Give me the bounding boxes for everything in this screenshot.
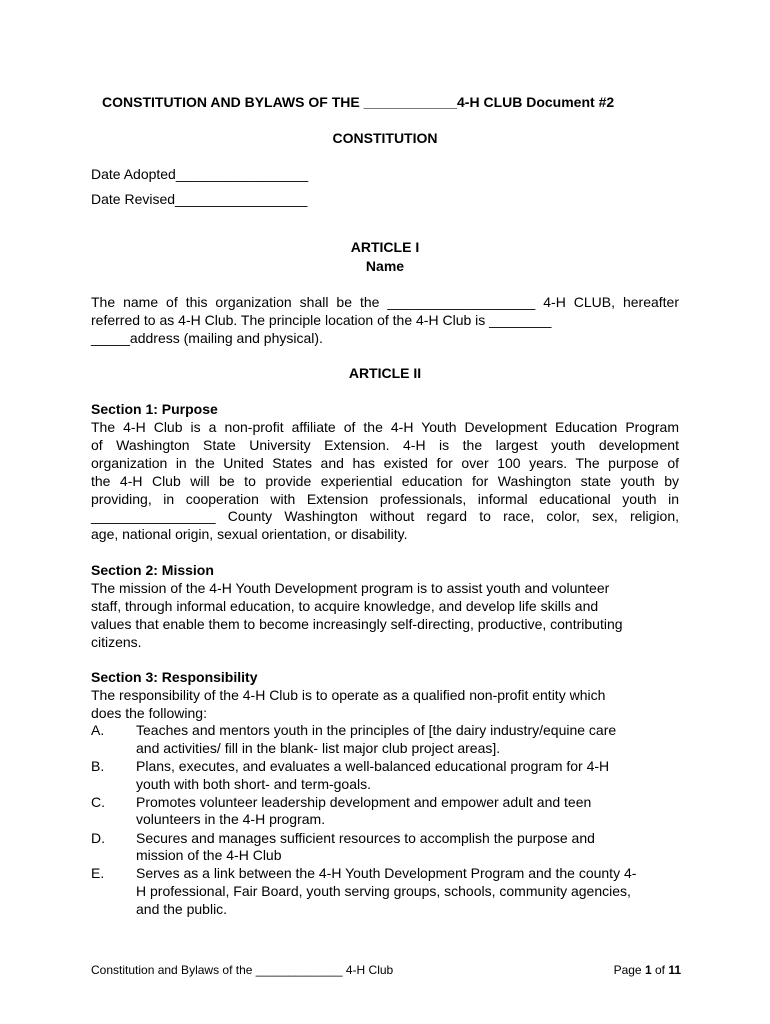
list-item-line: mission of the 4-H Club [136, 847, 282, 863]
date-adopted: Date Adopted_________________ [91, 166, 309, 182]
page-prefix: Page [613, 963, 645, 977]
list-item-label: B. [91, 758, 105, 774]
list-item-line: and activities/ fill in the blank- list major club project areas]. [136, 740, 501, 756]
list-item-label: D. [91, 830, 105, 846]
list-item-line: volunteers in the 4-H program. [136, 811, 326, 827]
section-2-line: The mission of the 4-H Youth Development program is to assist youth and volunteer [91, 580, 610, 596]
section-1-line: the 4-H Club will be to provide experiential education for Washington state youth by [91, 473, 679, 489]
section-1-line: ________________ County Washington without regard to race, color, sex, religion, [91, 508, 679, 524]
section-2-line: staff, through informal education, to acquire knowledge, and develop life skills and [91, 598, 599, 614]
section-2-line: citizens. [91, 634, 142, 650]
page-current: 1 [644, 963, 652, 977]
article-1-line: referred to as 4-H Club. The principle location of the 4-H Club is ________ [91, 312, 552, 328]
section-2-heading: Section 2: Mission [91, 562, 214, 578]
section-1-line: organization in the United States and has existed for over 100 years. The purpose of [91, 455, 679, 471]
section-3-heading: Section 3: Responsibility [91, 669, 258, 685]
article-1-heading: ARTICLE I [350, 239, 420, 255]
list-item-line: Plans, executes, and evaluates a well-balanced educational program for 4-H [136, 758, 610, 774]
section-1-line: age, national origin, sexual orientation, or disability. [91, 526, 408, 542]
list-item-line: Secures and manages sufficient resources to accomplish the purpose and [136, 830, 595, 846]
date-revised: Date Revised_________________ [91, 191, 308, 207]
article-1-line: _____address (mailing and physical). [91, 330, 323, 346]
list-item-label: E. [91, 865, 105, 881]
article-2-heading: ARTICLE II [348, 365, 422, 381]
section-3-intro: The responsibility of the 4-H Club is to operate as a qualified non-profit entity which [91, 687, 606, 703]
page-of: of [651, 963, 669, 977]
article-1-line: The name of this organization shall be the ___________________ 4-H CLUB, hereafter [91, 294, 679, 310]
article-1-subheading: Name [365, 258, 405, 274]
list-item-line: youth with both short- and term-goals. [136, 776, 372, 792]
section-2-line: values that enable them to become increasingly self-directing, productive, contributing [91, 616, 623, 632]
footer-title: Constitution and Bylaws of the _____________ 4-H Club [91, 963, 394, 977]
section-1-line: providing, in cooperation with Extension professionals, informal educational youth in [91, 491, 679, 507]
section-1-line: of Washington State University Extension. 4-H is the largest youth development [91, 437, 679, 453]
list-item-line: Serves as a link between the 4-H Youth Development Program and the county 4- [136, 865, 637, 881]
document-title: CONSTITUTION AND BYLAWS OF THE ____________4-H CLUB Document #2 [102, 94, 615, 110]
list-item-line: H professional, Fair Board, youth serving groups, schools, community agencies, [136, 883, 631, 899]
page-total: 11 [668, 963, 681, 977]
list-item-line: Promotes volunteer leadership development and empower adult and teen [136, 794, 592, 810]
section-3-intro: does the following: [91, 705, 207, 721]
list-item-label: A. [91, 722, 105, 738]
list-item-line: and the public. [136, 901, 228, 917]
page-number [614, 963, 681, 977]
list-item-line: Teaches and mentors youth in the principles of [the dairy industry/equine care [136, 722, 617, 738]
section-1-line: The 4-H Club is a non-profit affiliate of the 4-H Youth Development Education Program [91, 419, 679, 435]
list-item-label: C. [91, 794, 105, 810]
constitution-heading: CONSTITUTION [332, 130, 438, 146]
section-1-heading: Section 1: Purpose [91, 401, 218, 417]
